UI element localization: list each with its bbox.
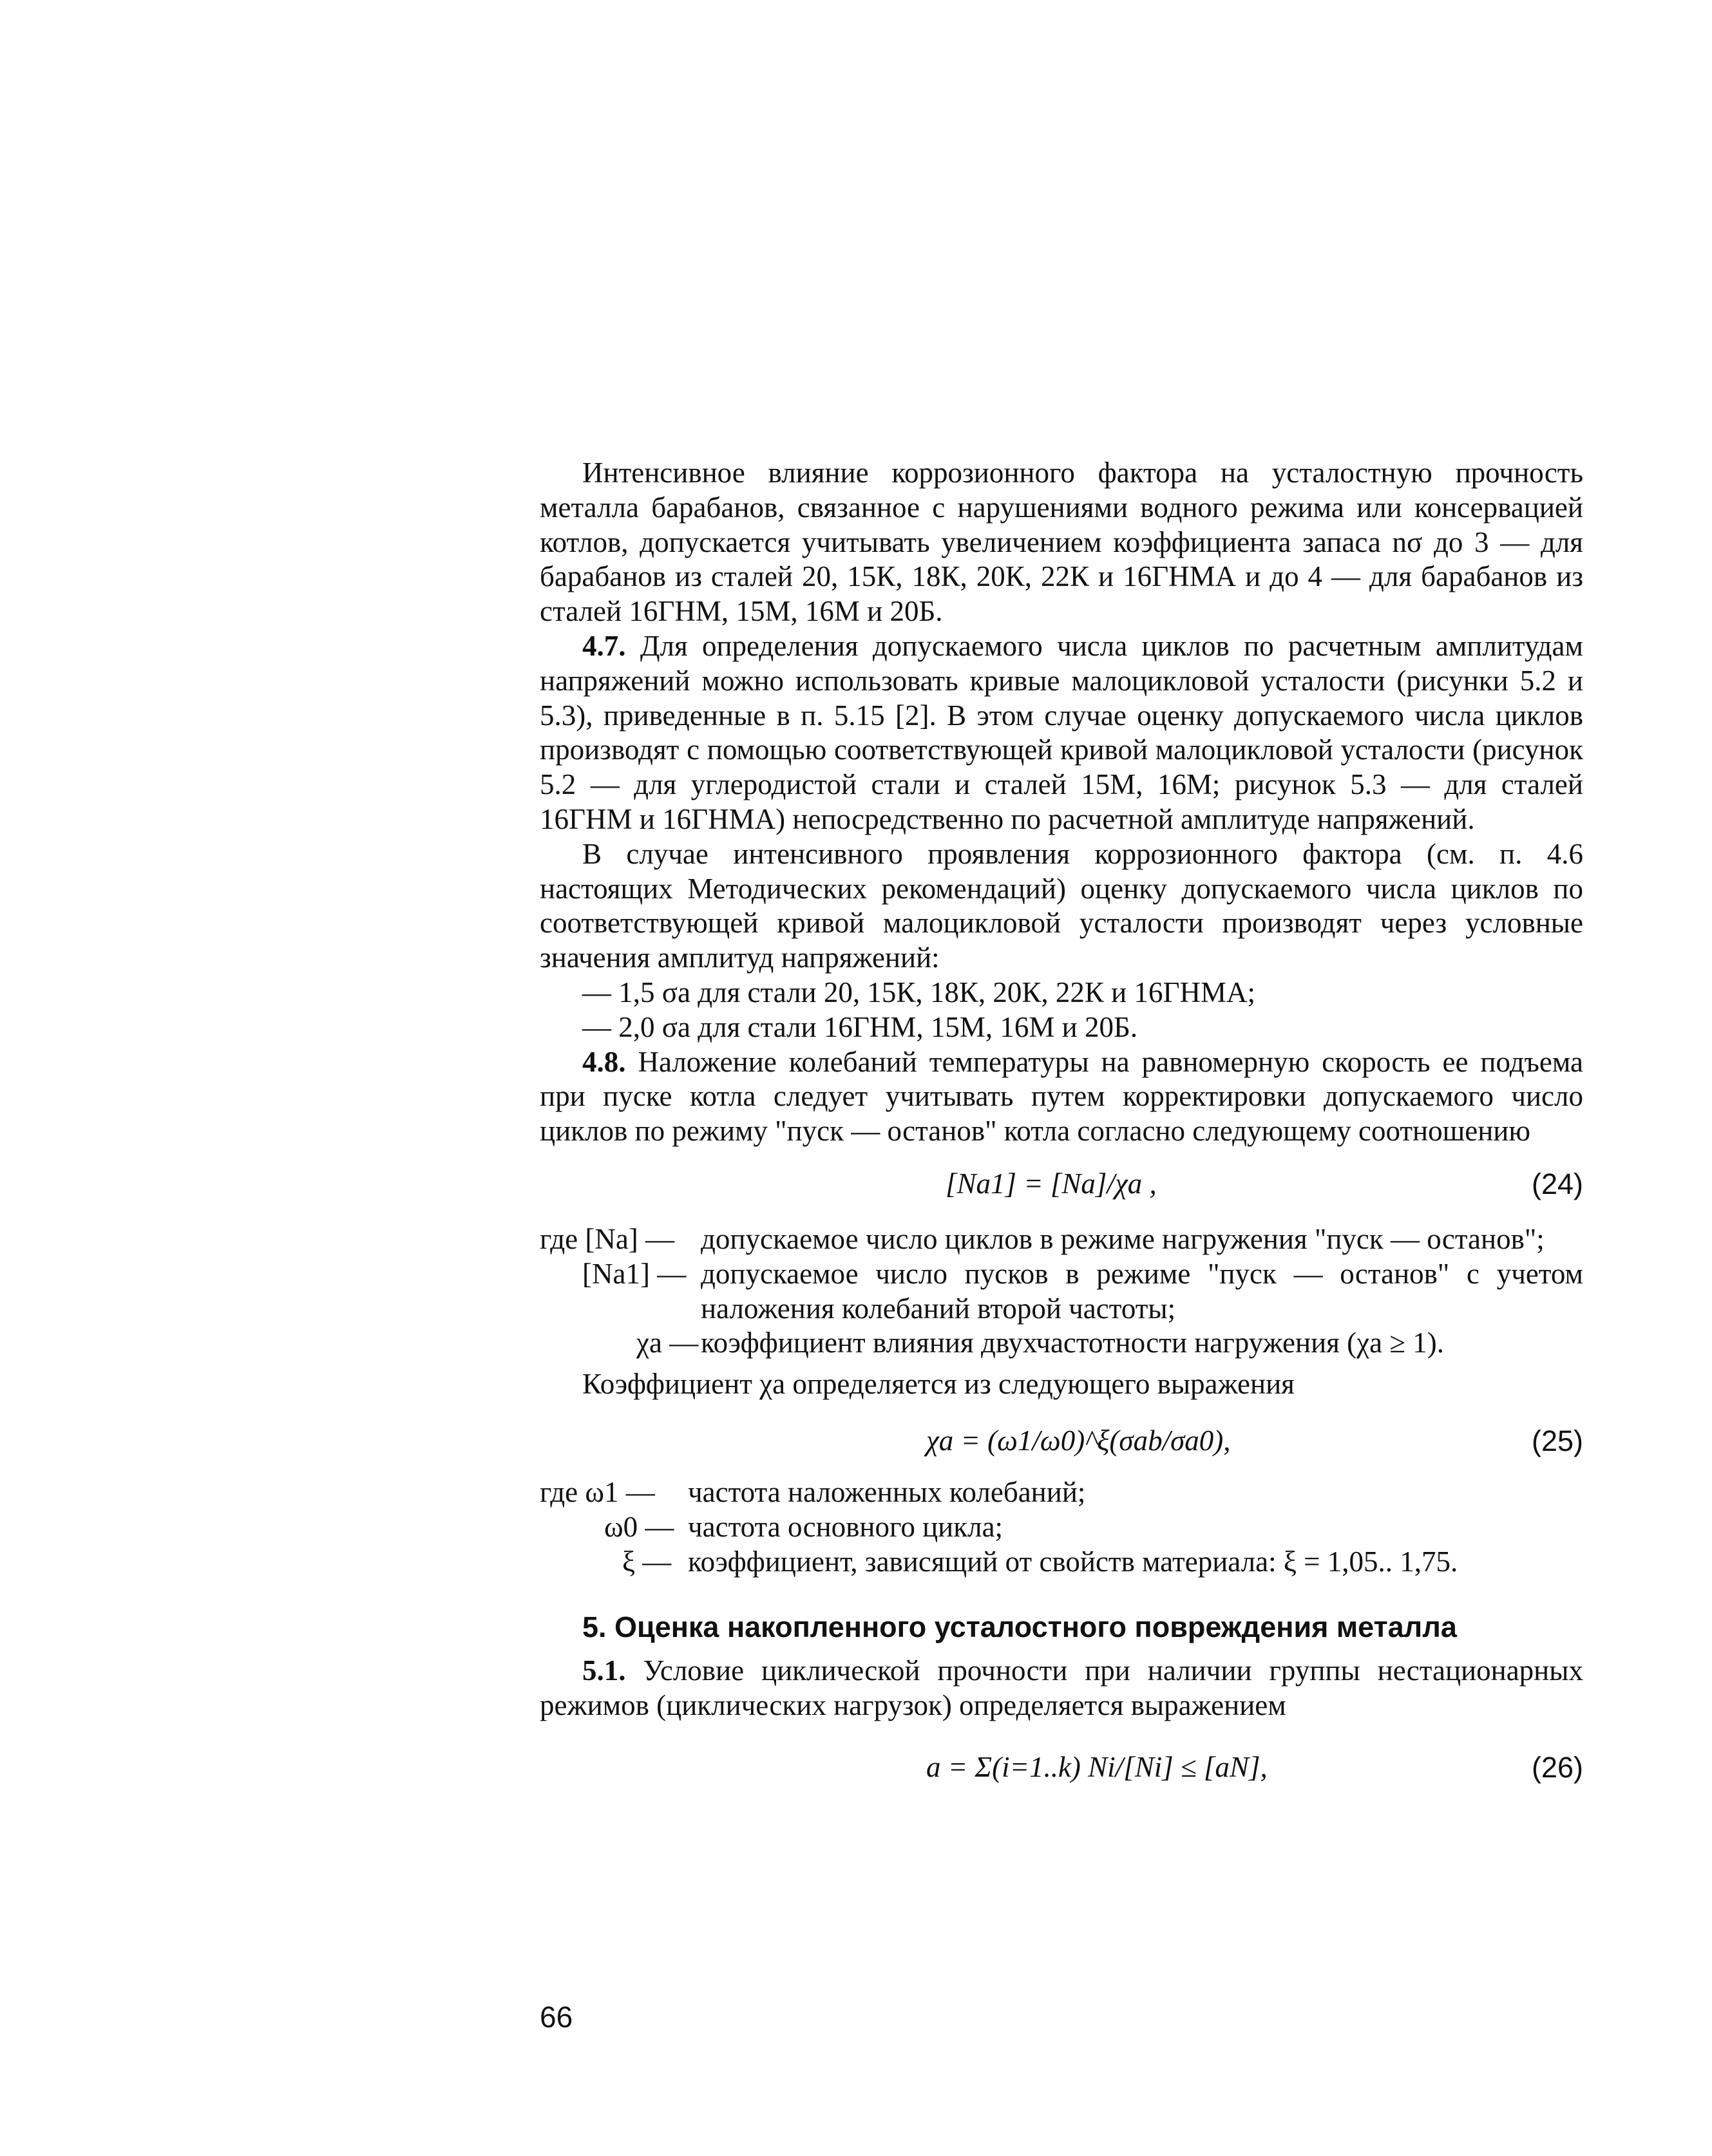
definition-text: коэффициент влияния двухчастотности нагружения (χa ≥ 1).: [701, 1327, 1444, 1359]
equation-number: (25): [1531, 1424, 1583, 1457]
equation-25-row: [540, 1410, 1583, 1466]
definition-text: коэффициент, зависящий от свойств материала: ξ = 1,05.. 1,75.: [688, 1545, 1458, 1578]
section-4-8: [540, 1045, 1583, 1149]
definition-term: ξ —: [622, 1545, 672, 1578]
section-number: 5.1.: [582, 1654, 626, 1687]
definition-item: [540, 1510, 1583, 1545]
section-4-7: [540, 629, 1583, 837]
coefficient-line: Коэффициент χa определяется из следующего выражения: [582, 1368, 1295, 1401]
text-column: [540, 456, 1583, 1811]
definition-term: где [Na] —: [540, 1222, 675, 1255]
definition-item: [540, 1257, 1583, 1327]
list-item: — 2,0 σa для стали 16ГНМ, 15М, 16М и 20Б.: [582, 1010, 1138, 1043]
equation-number: (26): [1531, 1750, 1583, 1784]
section-number: 4.7.: [582, 629, 626, 662]
definition-text: допускаемое число циклов в режиме нагружения "пуск — останов";: [701, 1222, 1545, 1255]
definition-item: [540, 1326, 1583, 1361]
definition-item: [540, 1545, 1583, 1580]
section-text: Наложение колебаний температуры на равномерную скорость ее подъема при пуске котла следует учитывать путем корректировки допускаемого число циклов по режиму "пуск — останов" котла согласно следующему соотношению: [540, 1045, 1583, 1148]
equation-number: (24): [1531, 1167, 1583, 1200]
definition-term: [Na1] —: [582, 1257, 687, 1290]
section-text: Для определения допускаемого числа циклов по расчетным амплитудам напряжений можно использовать кривые малоцикловой усталости (рисунки 5.2 и 5.3), приведенные в п. 5.15 [2]. В этом случае оценку допускаемого числа циклов производят с помощью соответствующей кривой малоцикловой усталости (рисунок 5.2 — для углеродистой стали и сталей 15М, 16М; рисунок 5.3 — для сталей 16ГНМ и 16ГНМА) непосредственно по расчетной амплитуде напряжений.: [540, 629, 1583, 835]
definition-term: ω0 —: [604, 1510, 674, 1543]
section-text: Условие циклической прочности при наличии группы нестационарных режимов (циклических нагрузок) определяется выражением: [540, 1654, 1583, 1721]
definition-term: χa —: [636, 1327, 699, 1359]
equation-24-row: [540, 1157, 1583, 1213]
definition-item: [540, 1475, 1583, 1510]
definition-text: частота основного цикла;: [688, 1510, 1003, 1543]
equation-26-row: [540, 1731, 1583, 1802]
equation-24: [Na1] = [Na]/χa ,: [946, 1167, 1157, 1200]
definition-text: частота наложенных колебаний;: [688, 1475, 1086, 1508]
list-item: — 1,5 σa для стали 20, 15К, 18К, 20К, 22К и 16ГНМА;: [582, 976, 1256, 1008]
page-number: 66: [540, 2000, 573, 2034]
definition-item: [540, 1222, 1583, 1257]
definition-term: где ω1 —: [540, 1475, 655, 1508]
section-5-1: [540, 1654, 1583, 1723]
section-heading-5: 5. Оценка накопленного усталостного повреждения металла: [582, 1611, 1457, 1644]
paragraph-intro: Интенсивное влияние коррозионного фактора на усталостную прочность металла барабанов, связанное с нарушениями водного режима или консервацией котлов, допускается учитывать увеличением коэффициента запаса nσ до 3 — для барабанов из сталей 20, 15К, 18К, 20К, 22К и 16ГНМА и до 4 — для барабанов из сталей 16ГНМ, 15М, 16М и 20Б.: [540, 457, 1583, 628]
paragraph-corrosion: В случае интенсивного проявления коррозионного фактора (см. п. 4.6 настоящих Методических рекомендаций) оценку допускаемого числа циклов по соответствующей кривой малоцикловой усталости производят через условные значения амплитуд напряжений:: [540, 837, 1583, 974]
section-number: 4.8.: [582, 1045, 626, 1078]
equation-25: χa = (ω1/ω0)^ξ(σab/σa0),: [926, 1424, 1231, 1457]
definition-text: допускаемое число пусков в режиме "пуск — останов" с учетом наложения колебаний второй частоты;: [701, 1257, 1583, 1325]
equation-26: a = Σ(i=1..k) Ni/[Ni] ≤ [aN],: [926, 1750, 1268, 1783]
